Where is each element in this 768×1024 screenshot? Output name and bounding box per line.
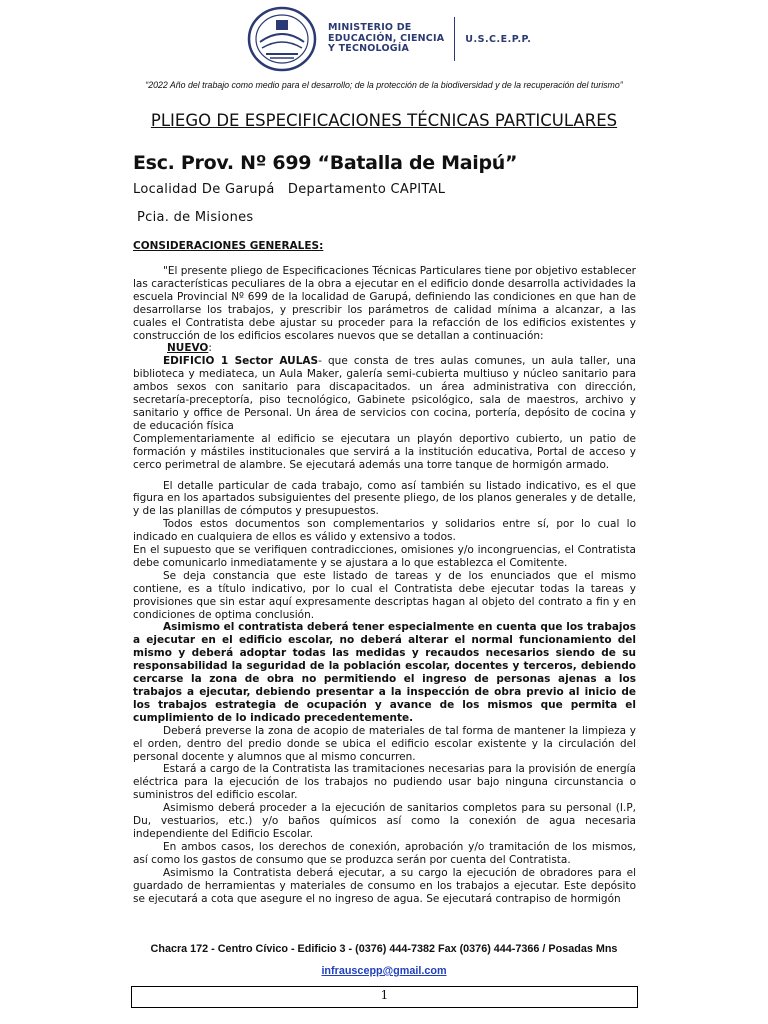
paragraph-detail: El detalle particular de cada trabajo, como así también su listado indicativo, es el que figura en los apartados subsiguientes del presente pliego, de los planos generales y de detalle, y de las planillas de cómputos y presupuestos. [133, 479, 636, 518]
paragraph-intro: "El presente pliego de Especificaciones Técnicas Particulares tiene por objetivo establecer las características peculiares de la obra a ejecutar en el edificio donde desarrolla actividades la escuela Provincial Nº 699 de la localidad de Garupá, definiendo las condiciones en que han de desarrollarse los trabajos, y prescribir los parámetros de calidad mínima a alcanzar, a las cuales el Contratista debe ajustar su proceder para la refacción de los edificios existentes y construcción de los edificios escolares nuevos que se detallan a continuación: [133, 265, 636, 342]
paragraph-edificio [133, 355, 636, 432]
paragraph-acopio: Deberá preverse la zona de acopio de materiales de tal forma de mantener la limpieza y el orden, dentro del predio donde se ubica el edificio escolar existente y la circulación del personal docente y alumnos que al mismo concurren. [133, 724, 636, 763]
edificio-label: EDIFICIO 1 Sector AULAS [163, 355, 319, 368]
school-name: Esc. Prov. Nº 699 “Batalla de Maipú” [133, 152, 518, 174]
ministry-name: MINISTERIO DE EDUCACIÓN, CIENCIA Y TECNOLOGÍA [328, 22, 445, 55]
paragraph-sanitarios: Asimismo deberá proceder a la ejecución de sanitarios completos para su personal (I.P, Du, vestuarios, etc.) y/o baños químicos así como la conexión de agua necesaria independiente del Edificio Escolar. [133, 802, 636, 840]
paragraph-tramitaciones: Estará a cargo de la Contratista las tramitaciones necesarias para la provisión de energía eléctrica para la ejecución de los trabajos no pudiendo usar bajo ninguna circunstancia o suministros del edificio escolar. [133, 763, 636, 802]
paragraph-nuevo: NUEVO: [167, 342, 212, 355]
paragraph-docs: Todos estos documentos son complementarios y solidarios entre sí, por lo cual lo indicado en cualquiera de ellos es válido y extensivo a todos. [133, 518, 636, 544]
paragraph-complement: Complementariamente al edificio se ejecutara un playón deportivo cubierto, un patio de formación y mástiles institucionales que servirá a la institución educativa, Portal de acceso y cerco perimetral de alambre. Se ejecutará además una torre tanque de hormigón armado. [133, 432, 636, 471]
page-number-box [131, 986, 638, 1008]
paragraph-derechos: En ambos casos, los derechos de conexión, aprobación y/o tramitación de los mismos, así como los gastos de consumo que se produzca serán por cuenta del Contratista. [133, 840, 636, 866]
letterhead [246, 6, 540, 72]
paragraph-obradores: Asimismo la Contratista deberá ejecutar, a su cargo la ejecución de obradores para el guardado de herramientas y materiales de consumo en los trabajos a ejecutar. Este depósito se ejecutará a cota que asegure el no ingreso de agua. Se ejecutará contrapiso de hormigón [133, 866, 636, 905]
footer-email-link[interactable]: infrauscepp@gmail.com [321, 965, 447, 977]
year-motto: “2022 Año del trabajo como medio para el desarrollo; de la protección de la biodiversidad y de la recuperación del turismo” [145, 80, 623, 90]
document-title: PLIEGO DE ESPECIFICACIONES TÉCNICAS PARTICULARES [150, 111, 618, 130]
province-line: Pcia. de Misiones [137, 210, 254, 225]
agency-name: U.S.C.E.P.P. [465, 33, 532, 45]
paragraph-contradictions: En el supuesto que se verifiquen contradicciones, omisiones y/o incongruencias, el Contratista debe comunicarlo inmediatamente y se ajustara a lo que establezca el Comitente. [133, 544, 636, 569]
locality-line: Localidad De Garupá Departamento CAPITAL [133, 182, 446, 197]
nuevo-label: NUEVO [167, 342, 209, 355]
paragraph-warning: Asimismo el contratista deberá tener especialmente en cuenta que los trabajos a ejecutar en el edificio escolar, no deberá alterar el normal funcionamiento del mismo y deberá adoptar todas las medidas y recaudos necesarios siendo de su responsabilidad la seguridad de la población escolar, docentes y terceros, debiendo cercarse la zona de obra no permitiendo el ingreso de personas ajenas a los trabajos a ejecutar, debiendo presentar a la inspección de obra previo al inicio de los trabajos estrategia de ocupación y avance de los mismos que permita el cumplimiento de lo indicado precedentemente. [133, 621, 636, 724]
provincial-seal-icon [246, 6, 318, 72]
section-heading: CONSIDERACIONES GENERALES: [133, 240, 324, 252]
page-number: 1 [380, 988, 389, 1002]
header-divider [454, 17, 455, 61]
document-body [133, 265, 636, 905]
edificio-text: - que consta de tres aulas comunes, un aula taller, una biblioteca y mediateca, un Aula Maker, galería semi-cubierta multiuso y núcleo sanitario para ambos sexos con sanitario para discapacitados. un área administrativa con dirección, secretaría-preceptoría, piso tecnológico, Gabinete psicológico, sala de maestros, archivo y sanitario y office de Personal. Un área de servicios con cocina, portería, depósito de cocina y de educación física [133, 355, 636, 432]
footer-address: Chacra 172 - Centro Cívico - Edificio 3 - (0376) 444-7382 Fax (0376) 444-7366 / Posadas Mns [150, 943, 618, 955]
paragraph-constancia: Se deja constancia que este listado de tareas y de los enunciados que el mismo contiene, es a título indicativo, por lo cual el Contratista debe ejecutar todas la tareas y provisiones que sin estar aquí expresamente descriptas hagan al objeto del contrato a fin y en condiciones de optima conclusión. [133, 569, 636, 621]
